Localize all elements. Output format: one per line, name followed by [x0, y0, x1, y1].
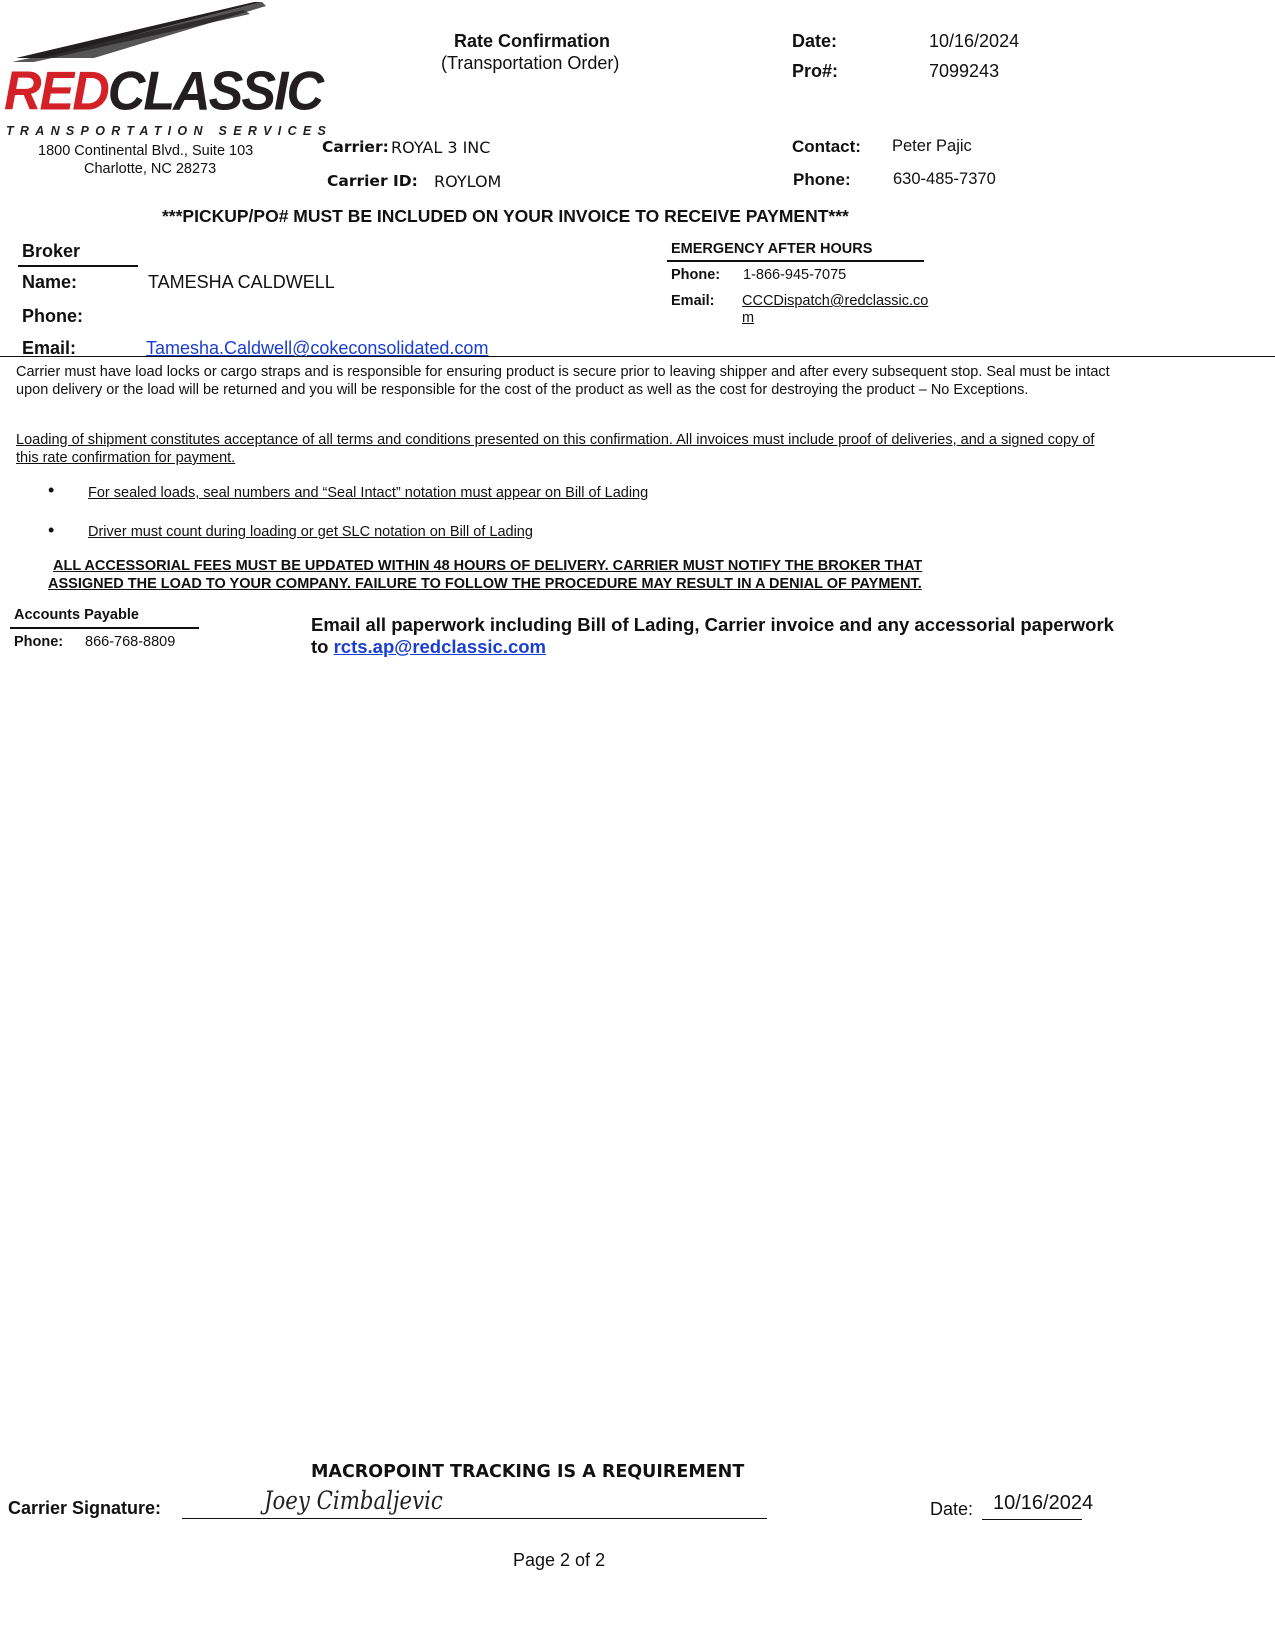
invoice-notice: ***PICKUP/PO# MUST BE INCLUDED ON YOUR INVOICE TO RECEIVE PAYMENT***: [162, 206, 849, 226]
company-address-line1: 1800 Continental Blvd., Suite 103: [38, 143, 254, 159]
emergency-email-label: Email:: [671, 293, 715, 309]
carrier-id-label: Carrier ID:: [327, 172, 418, 190]
emergency-email-link[interactable]: [742, 293, 928, 327]
contact-phone-value: 630-485-7370: [893, 170, 996, 188]
signature-label: Carrier Signature:: [8, 1498, 162, 1518]
carrier-signature: Joey Cimbaljevic: [264, 1486, 443, 1515]
ap-phone-value: 866-768-8809: [85, 634, 176, 650]
document-title: Rate Confirmation: [454, 31, 611, 51]
carrier-id-value: ROYLOM: [434, 172, 502, 191]
logo-tagline: TRANSPORTATION SERVICES: [6, 124, 333, 138]
broker-name-label: Name:: [22, 272, 78, 292]
section-divider: [0, 356, 1275, 357]
emergency-email-line2: m: [742, 310, 755, 326]
broker-name-value: TAMESHA CALDWELL: [148, 272, 335, 292]
broker-email-label: Email:: [22, 338, 77, 358]
bullet-2-marker: •: [48, 520, 55, 540]
pro-value: 7099243: [929, 61, 1000, 81]
ap-email-to: to: [311, 636, 329, 657]
logo-brand-red: RED: [4, 61, 108, 122]
signature-date-label: Date:: [930, 1499, 974, 1519]
ap-email-instruction: Email all paperwork including Bill of Lading, Carrier invoice and any accessorial paperwork: [311, 614, 1114, 635]
broker-heading: Broker: [22, 241, 81, 261]
bullet-1-text: For sealed loads, seal numbers and “Seal Intact” notation must appear on Bill of Lading: [88, 485, 649, 501]
contact-value: Peter Pajic: [892, 137, 972, 155]
accessorial-notice-line1: ALL ACCESSORIAL FEES MUST BE UPDATED WITHIN 48 HOURS OF DELIVERY. CARRIER MUST NOTIFY THE BROKER THAT: [53, 558, 923, 574]
terms-paragraph-2: Loading of shipment constitutes acceptance of all terms and conditions presented on this confirmation. All invoices must include proof of deliveries, and a signed copy of this rate confirmation for payment.: [16, 432, 1095, 466]
signature-date-line: [982, 1519, 1082, 1520]
bullet-2-text: Driver must count during loading or get SLC notation on Bill of Lading: [88, 524, 533, 540]
pro-label: Pro#:: [792, 61, 839, 81]
logo-brand-dark: CLASSIC: [107, 61, 323, 122]
document-subtitle: (Transportation Order): [441, 53, 620, 73]
ap-heading: Accounts Payable: [14, 607, 139, 623]
carrier-value: ROYAL 3 INC: [391, 138, 491, 157]
company-address-line2: Charlotte, NC 28273: [84, 161, 217, 177]
ap-email-link[interactable]: rcts.ap@redclassic.com: [333, 636, 547, 657]
emergency-phone-value: 1-866-945-7075: [743, 267, 847, 283]
ap-heading-rule: [10, 627, 199, 629]
signature-line: [182, 1518, 767, 1519]
date-value: 10/16/2024: [929, 31, 1020, 51]
bullet-1-marker: •: [48, 480, 55, 500]
emergency-heading: EMERGENCY AFTER HOURS: [671, 241, 873, 257]
page-number: Page 2 of 2: [513, 1550, 606, 1570]
company-logo: [4, 0, 333, 140]
emergency-heading-rule: [667, 260, 924, 262]
emergency-phone-label: Phone:: [671, 267, 721, 283]
broker-heading-rule: [18, 265, 138, 267]
signature-date-value: 10/16/2024: [993, 1492, 1094, 1514]
broker-phone-label: Phone:: [22, 306, 83, 326]
date-label: Date:: [792, 31, 838, 51]
accessorial-notice-line2: ASSIGNED THE LOAD TO YOUR COMPANY. FAILURE TO FOLLOW THE PROCEDURE MAY RESULT IN A DENIAL OF PAYMENT.: [48, 576, 922, 592]
contact-phone-label: Phone:: [793, 170, 851, 189]
emergency-email-line1: CCCDispatch@redclassic.co: [742, 293, 929, 309]
carrier-label: Carrier:: [322, 138, 389, 156]
broker-email-link[interactable]: Tamesha.Caldwell@cokeconsolidated.com: [146, 338, 489, 358]
contact-label: Contact:: [792, 137, 861, 156]
terms-paragraph-1: Carrier must have load locks or cargo straps and is responsible for ensuring product is secure prior to leaving shipper and after every subsequent stop. Seal must be intact upon delivery or the load will be returned and you will be responsible for the cost of the product as well as the cost for destroying the product – No Exceptions.: [16, 364, 1110, 398]
macropoint-requirement: MACROPOINT TRACKING IS A REQUIREMENT: [311, 1462, 745, 1482]
ap-phone-label: Phone:: [14, 634, 64, 650]
